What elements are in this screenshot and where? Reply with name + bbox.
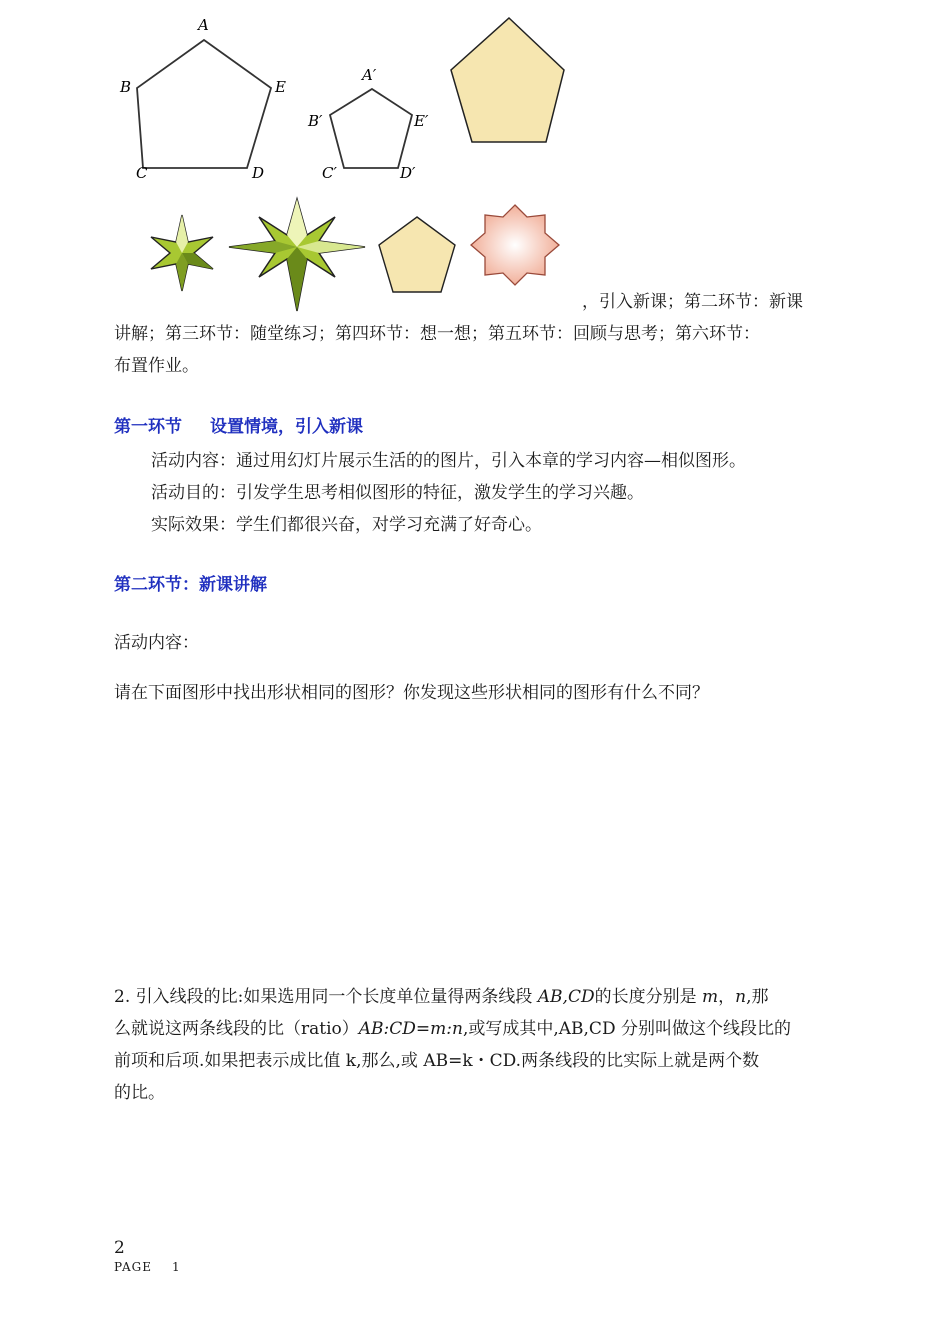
label-d-prime: D′	[400, 164, 416, 182]
label-e-prime: E′	[414, 112, 429, 130]
ratio-line-3: 前项和后项.如果把表示成比值 k,那么,或 AB=k・CD.两条线段的比实际上就是两个数	[114, 1051, 760, 1071]
figure-shapes-row	[135, 195, 565, 315]
label-b: B	[120, 78, 132, 96]
filled-pentagon-small	[379, 217, 455, 292]
section1-heading-title: 设置情境，引入新课	[210, 417, 363, 437]
small-star-shape	[151, 215, 213, 291]
section2-question: 请在下面图形中找出形状相同的图形？你发现这些形状相同的图形有什么不同？	[114, 683, 709, 703]
section2-heading: 第二环节：新课讲解	[114, 575, 267, 595]
intro-line-1: ，引入新课；第二环节：新课	[582, 292, 803, 312]
intro-line-3: 布置作业。	[114, 356, 199, 376]
section2-activity-label: 活动内容：	[114, 633, 199, 653]
filled-pentagon-large	[451, 18, 564, 142]
section1-heading-label: 第一环节	[114, 417, 182, 437]
section1-activity-content: 活动内容：通过用幻灯片展示生活的的图片，引入本章的学习内容—相似图形。	[151, 451, 746, 471]
label-a: A	[198, 16, 209, 34]
label-d: D	[252, 164, 265, 182]
ratio-line-2: 么就说这两条线段的比（ratio）AB:CD=m:n,或写成其中,AB,CD 分别叫做这个线段比的	[114, 1019, 791, 1039]
label-a-prime: A′	[362, 66, 377, 84]
ratio-line-4: 的比。	[114, 1083, 165, 1103]
large-star-shape	[229, 199, 365, 311]
footer-page-label: PAGE 1	[114, 1260, 181, 1274]
label-c-prime: C′	[322, 164, 337, 182]
label-b-prime: B′	[308, 112, 323, 130]
ratio-line-1: 2. 引入线段的比:如果选用同一个长度单位量得两条线段 AB,CD的长度分别是 m，n,那	[114, 987, 769, 1007]
label-c: C	[136, 164, 148, 182]
pentagon-abcde	[137, 40, 271, 168]
section1-activity-purpose: 活动目的：引发学生思考相似图形的特征，激发学生的学习兴趣。	[151, 483, 644, 503]
section1-actual-effect: 实际效果：学生们都很兴奋，对学习充满了好奇心。	[151, 515, 542, 535]
pentagon-abcde-prime	[330, 89, 412, 168]
pink-octagram-shape	[471, 205, 559, 285]
intro-line-2: 讲解；第三环节：随堂练习；第四环节：想一想；第五环节：回顾与思考；第六环节：	[114, 324, 760, 344]
footer-page-number: 2	[114, 1238, 125, 1258]
label-e: E	[275, 78, 286, 96]
section1-heading	[114, 411, 363, 443]
figure-pentagons	[110, 10, 580, 190]
